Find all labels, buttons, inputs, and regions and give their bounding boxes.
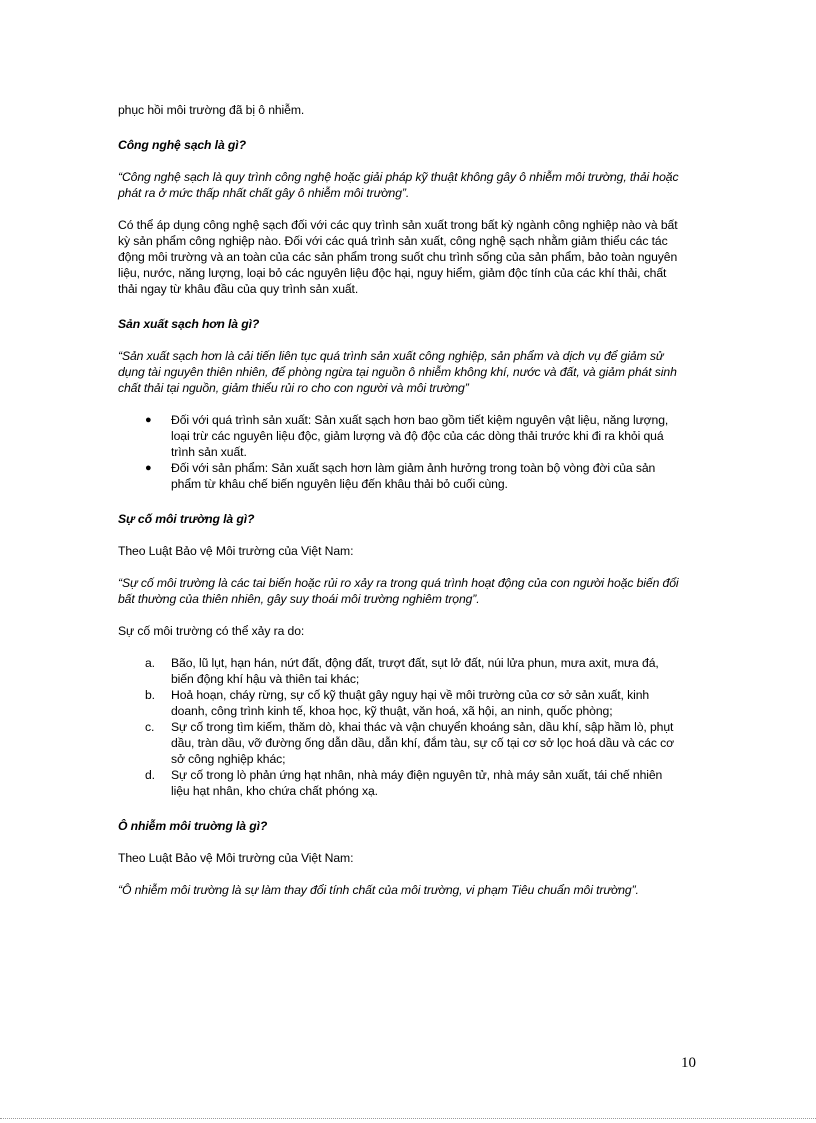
incident-causes-list [118, 655, 684, 799]
list-item [118, 460, 684, 492]
heading-cleaner-production: Sản xuất sạch hơn là gì? [118, 317, 260, 331]
intro-paragraph: phục hồi môi trường đã bị ô nhiễm. [118, 103, 305, 117]
page-number: 10 [681, 1055, 696, 1071]
cleaner-production-bullets [118, 412, 684, 492]
list-item-text: Hoả hoạn, cháy rừng, sự cố kỹ thuật gây nguy hại về môi trường của cơ sở sản xuất, kinh doanh, công trình kinh tế, khoa học, kỹ thuật, văn hoá, xã hội, an ninh, quốc phòng; [171, 688, 650, 718]
paragraph-law-reference-2: Theo Luật Bảo vệ Môi trường của Việt Nam: [118, 851, 354, 865]
list-marker: c. [145, 720, 155, 734]
list-item [118, 767, 684, 799]
page-bottom-divider [0, 1118, 816, 1119]
list-item-text: Sự cố trong lò phản ứng hạt nhân, nhà máy điện nguyên tử, nhà máy sản xuất, tái chế nhiên liệu hạt nhân, kho chứa chất phóng xạ. [171, 768, 663, 798]
list-item-text: Sự cố trong tìm kiếm, thăm dò, khai thác và vận chuyển khoáng sản, dầu khí, sập hầm lò, phụt dầu, tràn dầu, vỡ đường ống dẫn dầu, dẫn khí, đắm tàu, sự cố tại cơ sở lọc hoá dầu và các cơ sở công nghiệp khác; [171, 720, 675, 766]
list-item-text: Đối với quá trình sản xuất: Sản xuất sạch hơn bao gồm tiết kiệm nguyên vật liệu, năng lượng, loại trừ các nguyên liệu độc, giảm lượng và độ độc của các dòng thải trước khi đi ra khỏi quá trình sản xuất. [171, 413, 669, 459]
list-item [118, 719, 684, 767]
page-content [118, 102, 684, 914]
list-item [118, 687, 684, 719]
list-item [118, 412, 684, 460]
quote-environmental-pollution: “Ô nhiễm môi trường là sự làm thay đổi tính chất của môi trường, vi phạm Tiêu chuẩn môi trường”. [118, 883, 639, 897]
paragraph-incident-causes-intro: Sự cố môi trường có thể xảy ra do: [118, 624, 305, 638]
quote-clean-technology: “Công nghệ sạch là quy trình công nghệ hoặc giải pháp kỹ thuật không gây ô nhiễm môi trường, thải hoặc phát ra ở mức thấp nhất chất gây ô nhiễm môi trường”. [118, 170, 679, 200]
heading-environmental-pollution: Ô nhiễm môi truờng là gì? [118, 819, 268, 833]
paragraph-clean-technology: Có thể áp dụng công nghệ sạch đối với các quy trình sản xuất trong bất kỳ ngành công nghiệp nào và bất kỳ sản phẩm công nghiệp nào. Đối với các quá trình sản xuất, công nghệ sạch nhằm giảm thiểu các tác động môi trường và an toàn của các sản phẩm trong suốt chu trình sống của sản phẩm, bảo toàn nguyên liệu, nước, năng lượng, loại bỏ các nguyên liệu độc hại, nguy hiểm, giảm độc tính của các khí thải, chất thải ngay từ khâu đầu của quy trình sản xuất. [118, 218, 678, 296]
list-marker: b. [145, 688, 155, 702]
list-item-text: Đối với sản phẩm: Sản xuất sạch hơn làm giảm ảnh hưởng trong toàn bộ vòng đời của sản phẩm từ khâu chế biến nguyên liệu đến khâu thải bỏ cuối cùng. [171, 461, 656, 491]
quote-cleaner-production: “Sản xuất sạch hơn là cải tiến liên tục quá trình sản xuất công nghiệp, sản phẩm và dịch vụ để giảm sử dụng tài nguyên thiên nhiên, để phòng ngừa tại nguồn ô nhiễm không khí, nước và đất, và giảm phát sinh chất thải tại nguồn, giảm thiểu rủi ro cho con người và môi trường” [118, 349, 677, 395]
heading-clean-technology: Công nghệ sạch là gì? [118, 138, 246, 152]
heading-environmental-incident: Sự cố môi trường là gì? [118, 512, 255, 526]
list-marker: a. [145, 656, 155, 670]
quote-environmental-incident: “Sự cố môi trường là các tai biến hoặc rủi ro xảy ra trong quá trình hoạt động của con người hoặc biến đổi bất thường của thiên nhiên, gây suy thoái môi trường nghiêm trọng”. [118, 576, 679, 606]
bullet-icon: ● [145, 414, 152, 426]
list-marker: d. [145, 768, 155, 782]
list-item [118, 655, 684, 687]
paragraph-law-reference: Theo Luật Bảo vệ Môi trường của Việt Nam: [118, 544, 354, 558]
bullet-icon: ● [145, 462, 152, 474]
list-item-text: Bão, lũ lụt, hạn hán, nứt đất, động đất, trượt đất, sụt lở đất, núi lửa phun, mưa axit, mưa đá, biến động khí hậu và thiên tai khác; [171, 656, 659, 686]
